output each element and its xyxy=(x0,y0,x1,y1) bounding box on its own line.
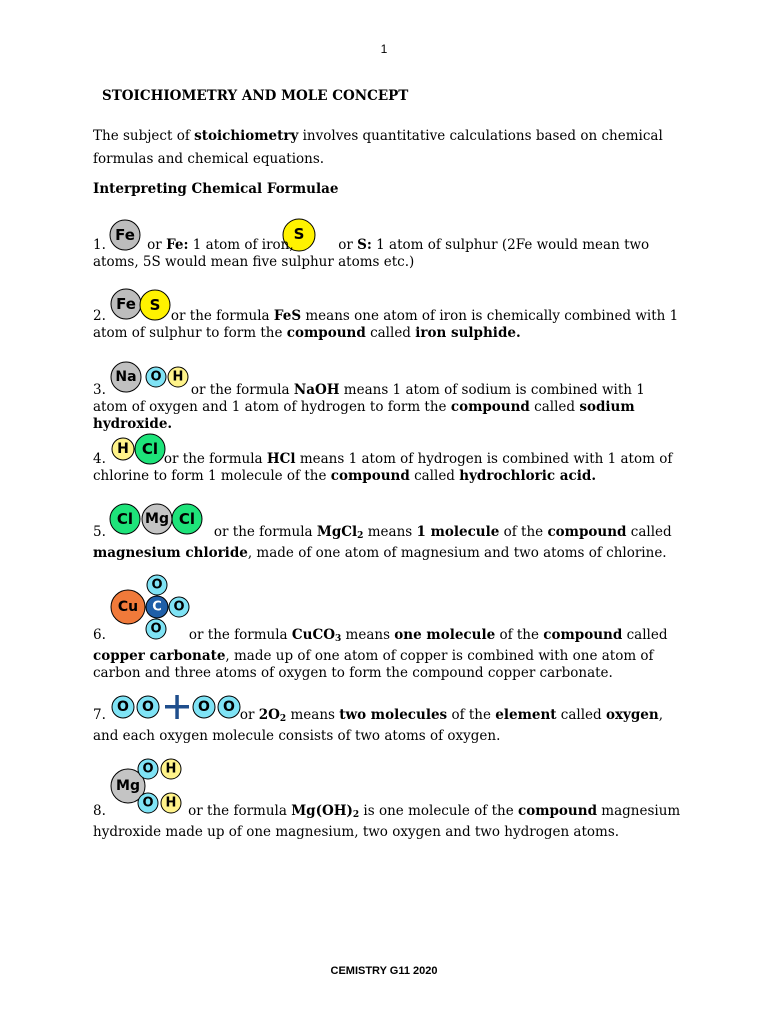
svg-text:Cl: Cl xyxy=(141,440,159,458)
svg-text:O: O xyxy=(117,699,129,715)
footer-text: CEMISTRY G11 2020 xyxy=(330,965,438,977)
svg-text:O: O xyxy=(198,699,210,715)
svg-text:H: H xyxy=(165,761,177,777)
page-number: 1 xyxy=(380,42,388,56)
svg-text:H: H xyxy=(165,795,177,811)
item-6-text: 6. or the formula CuCO$_3$ means one molecule of the compound called copper carbonate, made up of one atom of copper is combined with one atom of carbon and three atoms of oxygen to form the compound copper carbonate. xyxy=(93,627,668,681)
svg-text:S: S xyxy=(293,225,305,243)
svg-text:O: O xyxy=(142,795,154,811)
svg-text:O: O xyxy=(151,577,163,593)
svg-text:Cl: Cl xyxy=(116,510,134,528)
item-4-text: 4. or the formula HCl means 1 atom of hydrogen is combined with 1 atom of chlorine to form 1 molecule of the compound called hydrochloric acid. xyxy=(93,451,673,484)
item-5-text: 5. or the formula MgCl$_2$ means 1 molecule of the compound called magnesium chloride, made of one atom of magnesium and two atoms of chlorine. xyxy=(93,524,672,561)
svg-text:O: O xyxy=(142,699,154,715)
svg-text:Cu: Cu xyxy=(117,599,139,615)
svg-text:Fe: Fe xyxy=(115,226,135,244)
svg-text:H: H xyxy=(117,441,129,457)
svg-text:H: H xyxy=(172,369,184,385)
svg-text:Cl: Cl xyxy=(178,510,196,528)
svg-text:Fe: Fe xyxy=(116,295,136,313)
svg-text:S: S xyxy=(149,296,161,314)
svg-text:O: O xyxy=(150,621,162,637)
item-7-text: 7. or $2O_2$ means two molecules of the element called oxygen, and each oxygen molecule consists of two atoms of oxygen. xyxy=(93,707,664,744)
svg-text:O: O xyxy=(150,369,162,385)
svg-text:Na: Na xyxy=(115,369,137,385)
page-title: STOICHIOMETRY AND MOLE CONCEPT xyxy=(102,88,409,104)
svg-text:C: C xyxy=(152,599,162,615)
intro-paragraph: The subject of stoichiometry involves quantitative calculations based on chemical formulas and chemical equations. xyxy=(93,128,663,167)
svg-text:O: O xyxy=(173,599,185,615)
svg-text:Mg: Mg xyxy=(116,778,140,794)
section-heading: Interpreting Chemical Formulae xyxy=(93,181,339,197)
item-1-text: 1. or Fe: 1 atom of iron, or S: 1 atom of sulphur (2Fe would mean two atoms, 5S would mean five sulphur atoms etc.) xyxy=(93,237,650,270)
item-8-text: 8. or the formula $Mg(OH)_2$ is one molecule of the compound magnesium hydroxide made up of one magnesium, two oxygen and two hydrogen atoms. xyxy=(93,803,681,840)
svg-text:O: O xyxy=(142,761,154,777)
item-2-text: 2. or the formula FeS means one atom of iron is chemically combined with 1 atom of sulphur to form the compound called iron sulphide. xyxy=(93,308,679,341)
svg-text:O: O xyxy=(223,699,235,715)
item-3-text: 3. or the formula NaOH means 1 atom of sodium is combined with 1 atom of oxygen and 1 atom of hydrogen to form the compound called sodium hydroxide. xyxy=(93,382,645,432)
svg-text:Mg: Mg xyxy=(145,511,169,527)
